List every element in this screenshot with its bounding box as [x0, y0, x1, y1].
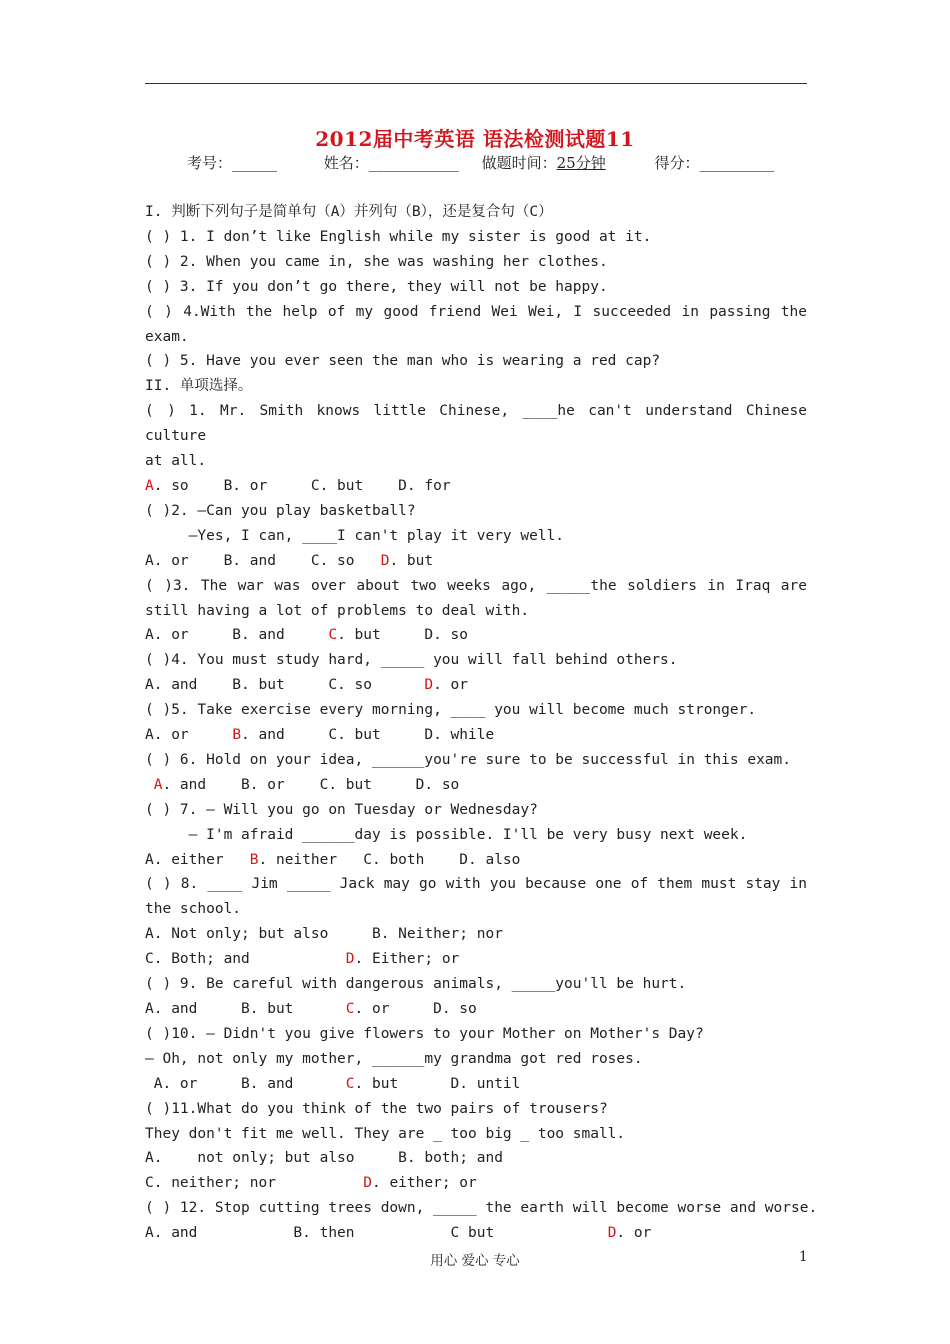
header-rule [145, 83, 807, 84]
q3-stem: ( )3. The war was over about two weeks ago, _____the soldiers in Iraq are [145, 577, 807, 594]
q8-stem-cont: the school. [145, 901, 242, 918]
q10-options: A. or B. and C. but D. until [145, 1075, 521, 1092]
q10-answer: C [345, 1075, 355, 1092]
q7-options: A. either B. neither C. both D. also [145, 851, 521, 868]
q2-options: A. or B. and C. so D. but [145, 552, 434, 569]
q11-answer: D [363, 1175, 372, 1192]
exam-number-label: 考号：______ [187, 154, 278, 172]
score-label: 得分：__________ [654, 154, 775, 172]
q9-answer: C [345, 1001, 355, 1017]
q12-options: A. and B. then C but D. or [145, 1225, 652, 1242]
section1-item-3: ( ) 3. If you don’t go there, they will not be happy. [145, 278, 608, 295]
q11-options-2: C. neither; nor D. either; or [145, 1175, 477, 1192]
q1-answer: A [145, 477, 154, 494]
page-number: 1 [799, 1249, 808, 1265]
q3-stem-cont: still having a lot of problems to deal with. [145, 602, 530, 619]
q5-options: A. or B. and C. but D. while [145, 727, 495, 744]
page-footer: 用心 爱心 专心 [430, 1253, 520, 1269]
section1-item-1: ( ) 1. I don’t like English while my sister is good at it. [145, 228, 652, 245]
q8-stem: ( ) 8. ____ Jim _____ Jack may go with you because one of them must stay in [145, 876, 807, 893]
q1-stem: ( ) 1. Mr. Smith knows little Chinese, ____he can't understand Chinese culture [145, 403, 807, 445]
q6-options: A. and B. or C. but D. so [153, 776, 460, 793]
q2-answer: D [380, 552, 390, 569]
q5-answer: B [232, 727, 242, 744]
q8-options-2: C. Both; and D. Either; or [145, 951, 460, 968]
section1-item-5: ( ) 5. Have you ever seen the man who is wearing a red cap? [145, 353, 661, 370]
q11-stem-cont: They don't fit me well. They are _ too big _ too small. [145, 1125, 626, 1142]
q6-stem: ( ) 6. Hold on your idea, ______you're sure to be successful in this exam. [145, 751, 792, 768]
time-label: 做题时间： [481, 154, 557, 172]
q3-answer: C [328, 627, 338, 644]
q7-answer: B [249, 851, 259, 868]
q1-stem-cont: at all. [145, 453, 207, 470]
exam-info-line [187, 152, 775, 173]
q10-stem-cont: — Oh, not only my mother, ______my grandma got red roses. [145, 1050, 643, 1067]
section1-item-4-cont: exam. [145, 328, 189, 345]
q6-answer: A [153, 776, 163, 793]
q2-stem-cont: —Yes, I can, ____I can't play it very well. [145, 527, 565, 544]
section1-item-2: ( ) 2. When you came in, she was washing her clothes. [145, 253, 608, 270]
q10-stem: ( )10. — Didn't you give flowers to your Mother on Mother's Day? [145, 1025, 704, 1042]
exam-content [145, 200, 818, 1246]
q9-stem: ( ) 9. Be careful with dangerous animals, _____you'll be hurt. [145, 976, 687, 993]
q2-stem: ( )2. —Can you play basketball? [145, 502, 416, 519]
page-title: 2012届中考英语 语法检测试题11 [315, 127, 635, 151]
q5-stem: ( )5. Take exercise every morning, ____ you will become much stronger. [145, 702, 757, 719]
q9-options: A. and B. but C. or D. so [145, 1001, 477, 1017]
q3-options: A. or B. and C. but D. so [145, 627, 469, 644]
q4-stem: ( )4. You must study hard, _____ you will fall behind others. [145, 652, 678, 669]
section1-item-4: ( ) 4.With the help of my good friend Wei Wei, I succeeded in passing the [145, 303, 807, 320]
q7-stem-cont: — I'm afraid ______day is possible. I'll be very busy next week. [145, 826, 748, 843]
student-name-label: 姓名：____________ [323, 154, 459, 172]
q8-answer: D [345, 951, 355, 968]
time-value: 25分钟 [556, 154, 606, 172]
q12-answer: D [607, 1225, 617, 1242]
q8-options-1: A. Not only; but also B. Neither; nor [145, 926, 503, 943]
q7-stem: ( ) 7. — Will you go on Tuesday or Wednesday? [145, 801, 538, 818]
section1-heading: I. 判断下列句子是简单句（A）并列句（B），还是复合句（C） [145, 204, 553, 220]
q11-options-1: A. not only; but also B. both; and [145, 1150, 503, 1167]
q12-stem: ( ) 12. Stop cutting trees down, _____ the earth will become worse and worse. [145, 1200, 818, 1217]
q4-answer: D [424, 677, 434, 694]
q11-stem: ( )11.What do you think of the two pairs of trousers? [145, 1100, 608, 1117]
q1-options: A. so B. or C. but D. for [145, 477, 451, 494]
q4-options: A. and B. but C. so D. or [145, 677, 469, 694]
section2-heading: II. 单项选择。 [145, 378, 253, 395]
